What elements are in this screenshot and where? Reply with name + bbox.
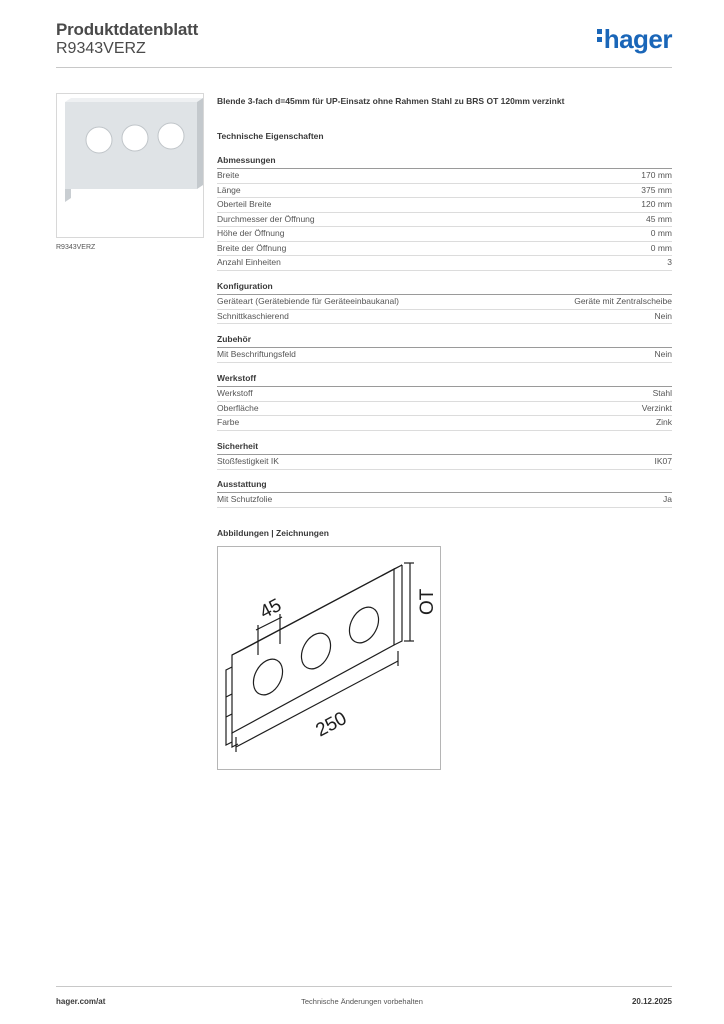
page-title: Produktdatenblatt bbox=[56, 20, 199, 39]
footer-disclaimer: Technische Änderungen vorbehalten bbox=[301, 997, 423, 1006]
spec-label: Stoßfestigkeit IK bbox=[217, 456, 279, 466]
drawings-heading: Abbildungen | Zeichnungen bbox=[217, 528, 329, 538]
spec-label: Farbe bbox=[217, 417, 240, 427]
spec-label: Höhe der Öffnung bbox=[217, 228, 285, 238]
spec-label: Schnittkaschierend bbox=[217, 310, 289, 321]
logo-dots-icon bbox=[597, 29, 602, 45]
spec-label: Breite bbox=[217, 170, 240, 180]
spec-value: Zink bbox=[655, 417, 672, 427]
spec-value: 3 bbox=[667, 257, 672, 267]
spec-value: 45 mm bbox=[646, 213, 672, 224]
dim-hole-label: 45 bbox=[256, 594, 286, 624]
spec-row bbox=[217, 295, 672, 310]
spec-row bbox=[217, 455, 672, 470]
spec-value: 0 mm bbox=[650, 242, 672, 253]
footer-date: 20.12.2025 bbox=[631, 997, 672, 1006]
spec-label: Breite der Öffnung bbox=[217, 242, 287, 253]
spec-row bbox=[217, 310, 672, 325]
section-title: Konfiguration bbox=[217, 281, 672, 295]
hager-logo bbox=[597, 26, 672, 52]
spec-label: Anzahl Einheiten bbox=[217, 257, 281, 267]
section-title: Werkstoff bbox=[217, 373, 672, 387]
product-image-caption: R9343VERZ bbox=[56, 244, 96, 251]
spec-value: IK07 bbox=[654, 456, 672, 466]
spec-label: Mit Beschriftungsfeld bbox=[217, 349, 296, 359]
section-title: Ausstattung bbox=[217, 479, 672, 493]
spec-label: Werkstoff bbox=[217, 388, 253, 398]
spec-value: Ja bbox=[663, 494, 672, 504]
spec-value: 170 mm bbox=[641, 170, 672, 180]
spec-row bbox=[217, 169, 672, 184]
spec-row bbox=[217, 242, 672, 257]
section-title: Sicherheit bbox=[217, 441, 672, 455]
footer-website-link[interactable]: hager.com/at bbox=[56, 997, 106, 1006]
section-title: Abmessungen bbox=[217, 155, 672, 169]
spec-row bbox=[217, 348, 672, 363]
spec-row bbox=[217, 227, 672, 242]
spec-label: Durchmesser der Öffnung bbox=[217, 213, 315, 224]
footer-divider bbox=[56, 986, 672, 987]
technical-drawing bbox=[217, 546, 441, 770]
spec-row bbox=[217, 416, 672, 431]
spec-section-equipment bbox=[217, 479, 672, 508]
spec-value: Geräte mit Zentralscheibe bbox=[574, 296, 672, 306]
spec-label: Mit Schutzfolie bbox=[217, 494, 273, 504]
spec-row bbox=[217, 493, 672, 508]
spec-row bbox=[217, 213, 672, 228]
spec-label: Geräteart (Gerätebiende für Geräteeinbaukanal) bbox=[217, 296, 399, 306]
spec-row bbox=[217, 256, 672, 271]
spec-value: Stahl bbox=[652, 388, 672, 398]
spec-value: Nein bbox=[654, 310, 672, 321]
technical-properties-heading: Technische Eigenschaften bbox=[217, 131, 324, 141]
spec-section-dimensions bbox=[217, 155, 672, 271]
spec-section-material bbox=[217, 373, 672, 431]
spec-value: 120 mm bbox=[641, 199, 672, 209]
spec-row bbox=[217, 198, 672, 213]
spec-value: 0 mm bbox=[650, 228, 672, 238]
header-divider bbox=[56, 67, 672, 68]
product-description: Blende 3-fach d=45mm für UP-Einsatz ohne Rahmen Stahl zu BRS OT 120mm verzinkt bbox=[217, 96, 565, 106]
spec-label: Oberfläche bbox=[217, 402, 259, 413]
dim-height-label: OT bbox=[417, 588, 438, 615]
spec-row bbox=[217, 402, 672, 417]
spec-value: Verzinkt bbox=[641, 402, 672, 413]
spec-value: 375 mm bbox=[641, 184, 672, 195]
product-image bbox=[56, 93, 204, 238]
spec-label: Länge bbox=[217, 184, 241, 195]
spec-section-accessories bbox=[217, 334, 672, 363]
cover-plate-icon bbox=[57, 94, 203, 237]
logo-text: hager bbox=[603, 24, 672, 54]
spec-row bbox=[217, 387, 672, 402]
section-title: Zubehör bbox=[217, 334, 672, 348]
spec-row bbox=[217, 184, 672, 199]
spec-value: Nein bbox=[654, 349, 672, 359]
dimension-drawing-icon bbox=[218, 547, 440, 769]
spec-section-configuration bbox=[217, 281, 672, 324]
article-number: R9343VERZ bbox=[56, 40, 146, 57]
spec-section-safety bbox=[217, 441, 672, 470]
dim-length-label: 250 bbox=[312, 707, 351, 742]
spec-label: Oberteil Breite bbox=[217, 199, 272, 209]
